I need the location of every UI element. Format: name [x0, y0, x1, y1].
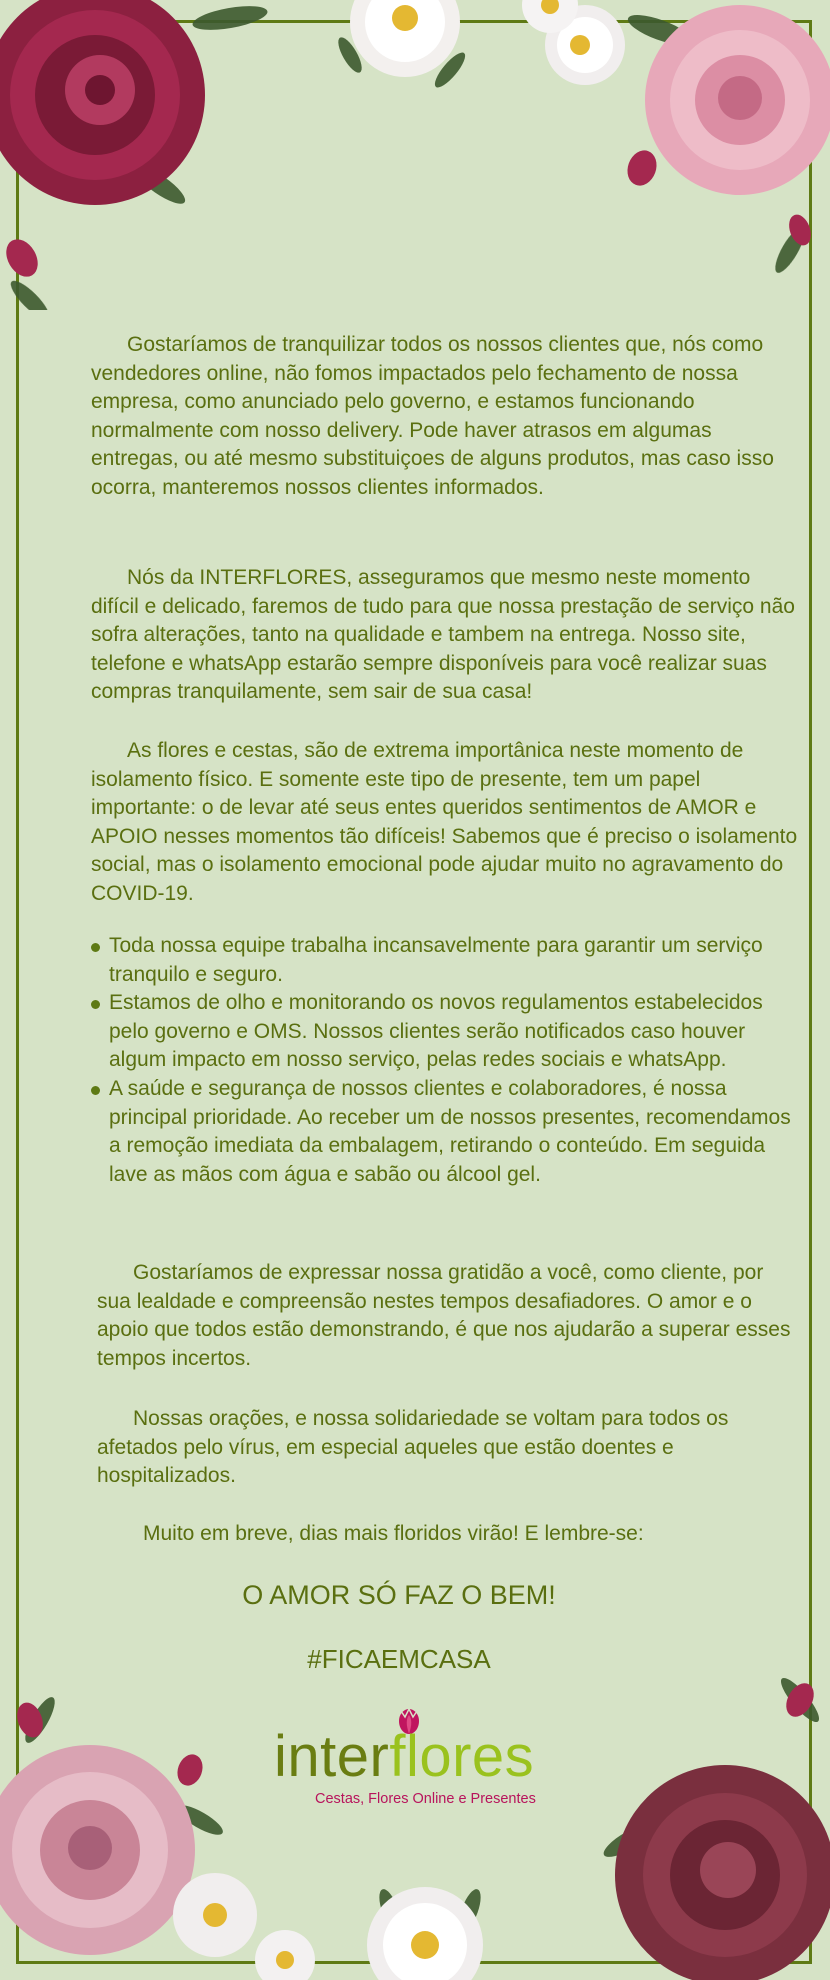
logo-tagline: Cestas, Flores Online e Presentes	[315, 1791, 536, 1807]
bullet-dot-icon	[91, 943, 100, 952]
paragraph-1: Gostaríamos de tranquilizar todos os nossos clientes que, nós como vendedores online, não fomos impactados pelo fechamento de nossa empresa, como anunciado pelo governo, e estamos funcionando normalmente com nosso delivery. Pode haver atrasos em algumas entregas, ou até mesmo substituiçoes de alguns produtos, mas caso isso ocorra, manteremos nossos clientes informados.	[91, 333, 774, 499]
bullet-item: Toda nossa equipe trabalha incansavelmente para garantir um serviço tranquilo e seguro.	[91, 932, 796, 989]
interflores-logo	[270, 1705, 570, 1815]
logo-wordmark: interflores	[274, 1724, 535, 1789]
bullet-item: A saúde e segurança de nossos clientes e colaboradores, é nossa principal prioridade. Ao receber um de nossos presentes, recomendamos a remoção imediata da embalagem, retirando o conteúdo. Em seguida lave as mãos com água e sabão ou álcool gel.	[91, 1075, 796, 1189]
bullet-dot-icon	[91, 1000, 100, 1009]
paragraph-3: As flores e cestas, são de extrema importânica neste momento de isolamento físico. E somente este tipo de presente, tem um papel importante: o de levar até seus entes queridos sentimentos de AMOR e APOIO nesses momentos tão difíceis! Sabemos que é preciso o isolamento social, mas o isolamento emocional pode ajudar muito no agravamento do COVID-19.	[91, 739, 798, 905]
hashtag: #FICAEMCASA	[307, 1644, 491, 1674]
paragraph-5: Nossas orações, e nossa solidariedade se voltam para todos os afetados pelo vírus, em especial aqueles que estão doentes e hospitalizados.	[97, 1407, 729, 1488]
bullet-dot-icon	[91, 1086, 100, 1095]
paragraph-2: Nós da INTERFLORES, asseguramos que mesmo neste momento difícil e delicado, faremos de tudo para que nossa prestação de serviço não sofra alterações, tanto na qualidade e tambem na entrega. Nosso site, telefone e whatsApp estarão sempre disponíveis para você realizar suas compras tranquilamente, sem sair de sua casa!	[91, 566, 795, 704]
bullet-list	[91, 932, 796, 1189]
paragraph-4: Gostaríamos de expressar nossa gratidão a você, como cliente, por sua lealdade e compreensão nestes tempos desafiadores. O amor e o apoio que todos estão demonstrando, é que nos ajudarão a superar esses tempos incertos.	[97, 1261, 791, 1370]
closing-line: Muito em breve, dias mais floridos virão! E lembre-se:	[143, 1522, 644, 1545]
bullet-item: Estamos de olho e monitorando os novos regulamentos estabelecidos pelo governo e OMS. Nossos clientes serão notificados caso houver algum impacto em nosso serviço, pelas redes sociais e whatsApp.	[91, 989, 796, 1075]
slogan: O AMOR SÓ FAZ O BEM!	[242, 1580, 556, 1610]
